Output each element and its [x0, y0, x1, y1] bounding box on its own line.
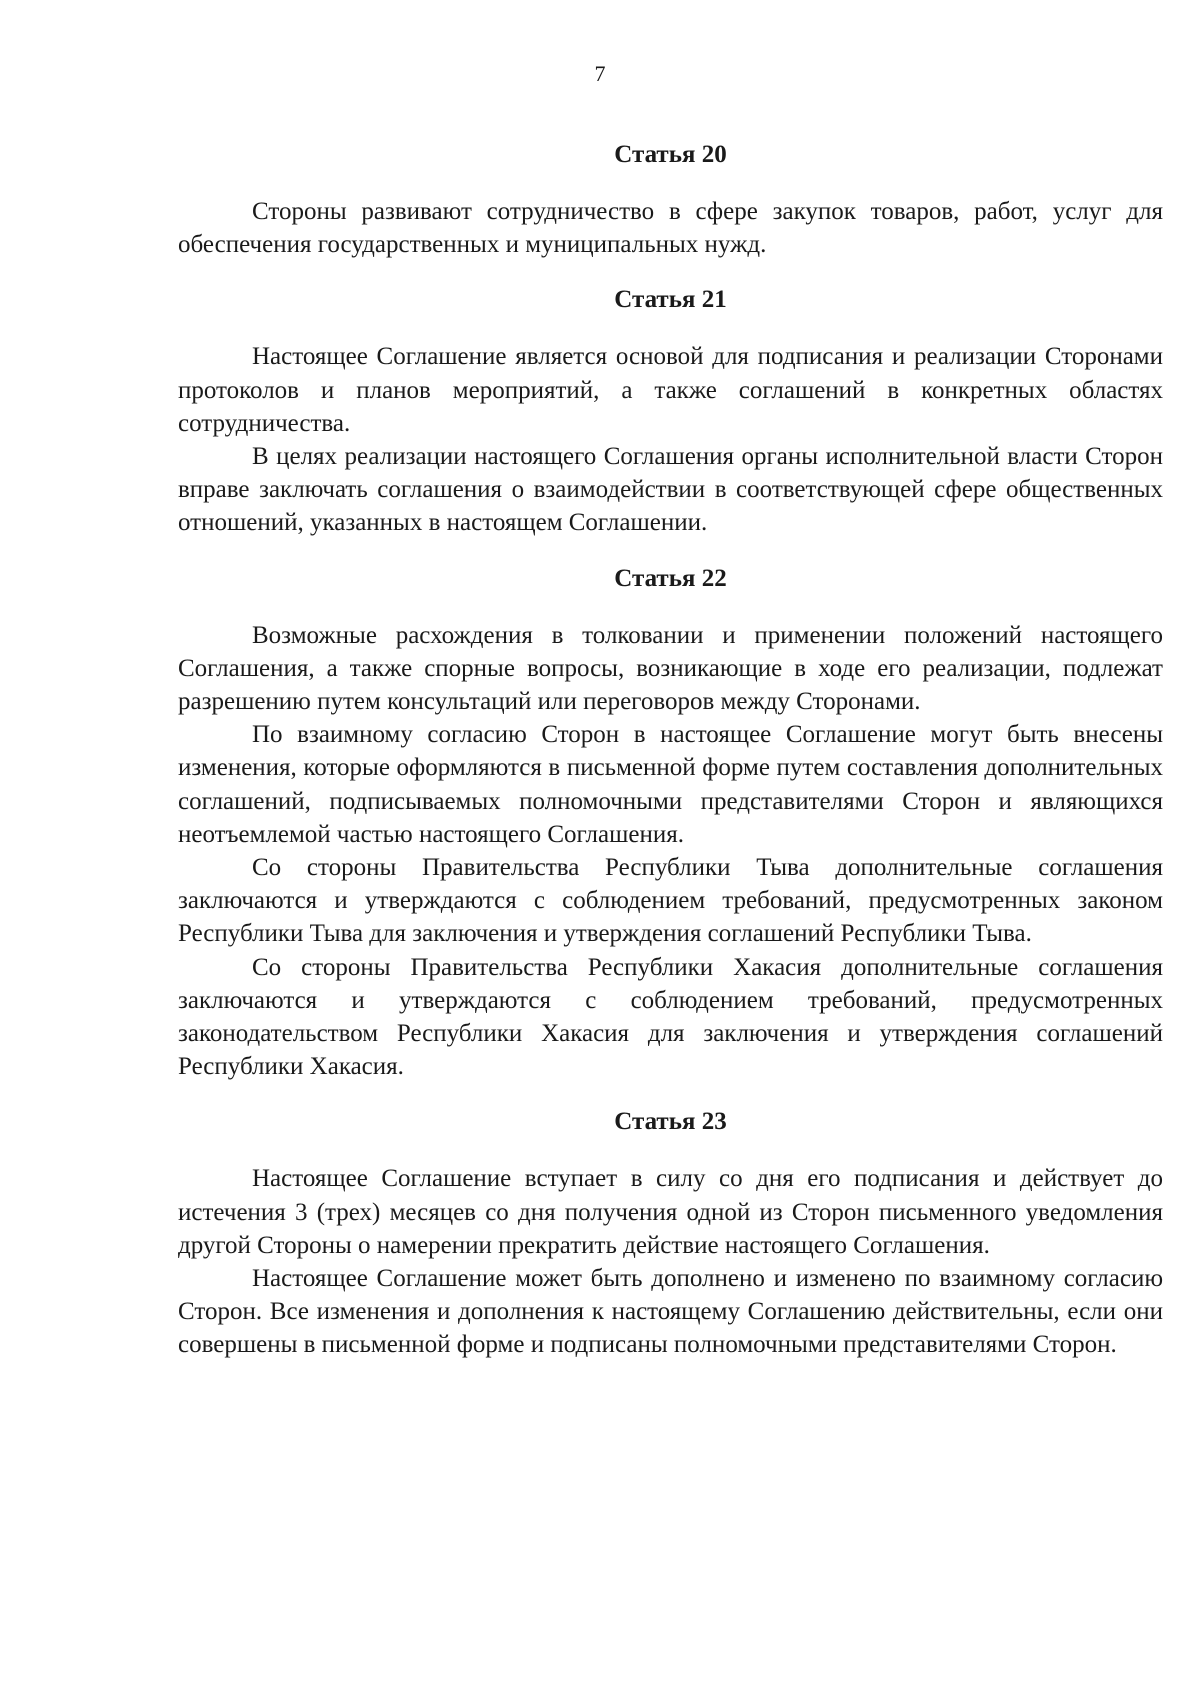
article-heading: Статья 21: [614, 286, 727, 314]
paragraph: Со стороны Правительства Республики Тыва дополнительные соглашения заключаются и утверждаются с соблюдением требований, предусмотренных законом Республики Тыва для заключения и утверждения соглашений Республики Тыва.: [178, 854, 1163, 948]
article-22: [178, 562, 1163, 1084]
paragraph: Стороны развивают сотрудничество в сфере закупок товаров, работ, услуг для обеспечения государственных и муниципальных нужд.: [178, 198, 1163, 259]
paragraph: Настоящее Соглашение вступает в силу со дня его подписания и действует до истечения 3 (трех) месяцев со дня получения одной из Сторон письменного уведомления другой Стороны о намерении прекратить действие настоящего Соглашения.: [178, 1165, 1163, 1259]
paragraph: По взаимному согласию Сторон в настоящее Соглашение могут быть внесены изменения, которые оформляются в письменной форме путем составления дополнительных соглашений, подписываемых полномочными представителями Сторон и являющихся неотъемлемой частью настоящего Соглашения.: [178, 721, 1163, 848]
article-heading: Статья 20: [614, 141, 727, 168]
spacer: [178, 540, 1163, 562]
document-body: [178, 138, 1163, 1362]
spacer: [178, 1083, 1163, 1105]
paragraph: Настоящее Соглашение является основой для подписания и реализации Сторонами протоколов и планов мероприятий, а также соглашений в конкретных областях сотрудничества.: [178, 343, 1163, 437]
paragraph: Настоящее Соглашение может быть дополнено и изменено по взаимному согласию Сторон. Все изменения и дополнения к настоящему Соглашению действительны, если они совершены в письменной форме и подписаны полномочными представителями Сторон.: [178, 1265, 1163, 1359]
article-23: [178, 1105, 1163, 1361]
article-20: [178, 138, 1163, 261]
spacer: [178, 261, 1163, 283]
article-heading: Статья 23: [614, 1108, 727, 1136]
paragraph: В целях реализации настоящего Соглашения органы исполнительной власти Сторон вправе заключать соглашения о взаимодействии в соответствующей сфере общественных отношений, указанных в настоящем Соглашении.: [178, 443, 1163, 537]
article-heading: Статья 22: [614, 564, 727, 592]
paragraph: Со стороны Правительства Республики Хакасия дополнительные соглашения заключаются и утверждаются с соблюдением требований, предусмотренных законодательством Республики Хакасия для заключения и утверждения соглашений Республики Хакасия.: [178, 953, 1163, 1081]
page-number: 7: [594, 61, 606, 86]
article-21: [178, 283, 1163, 539]
paragraph: Возможные расхождения в толковании и применении положений настоящего Соглашения, а также спорные вопросы, возникающие в ходе его реализации, подлежат разрешению путем консультаций или переговоров между Сторонами.: [178, 621, 1163, 716]
